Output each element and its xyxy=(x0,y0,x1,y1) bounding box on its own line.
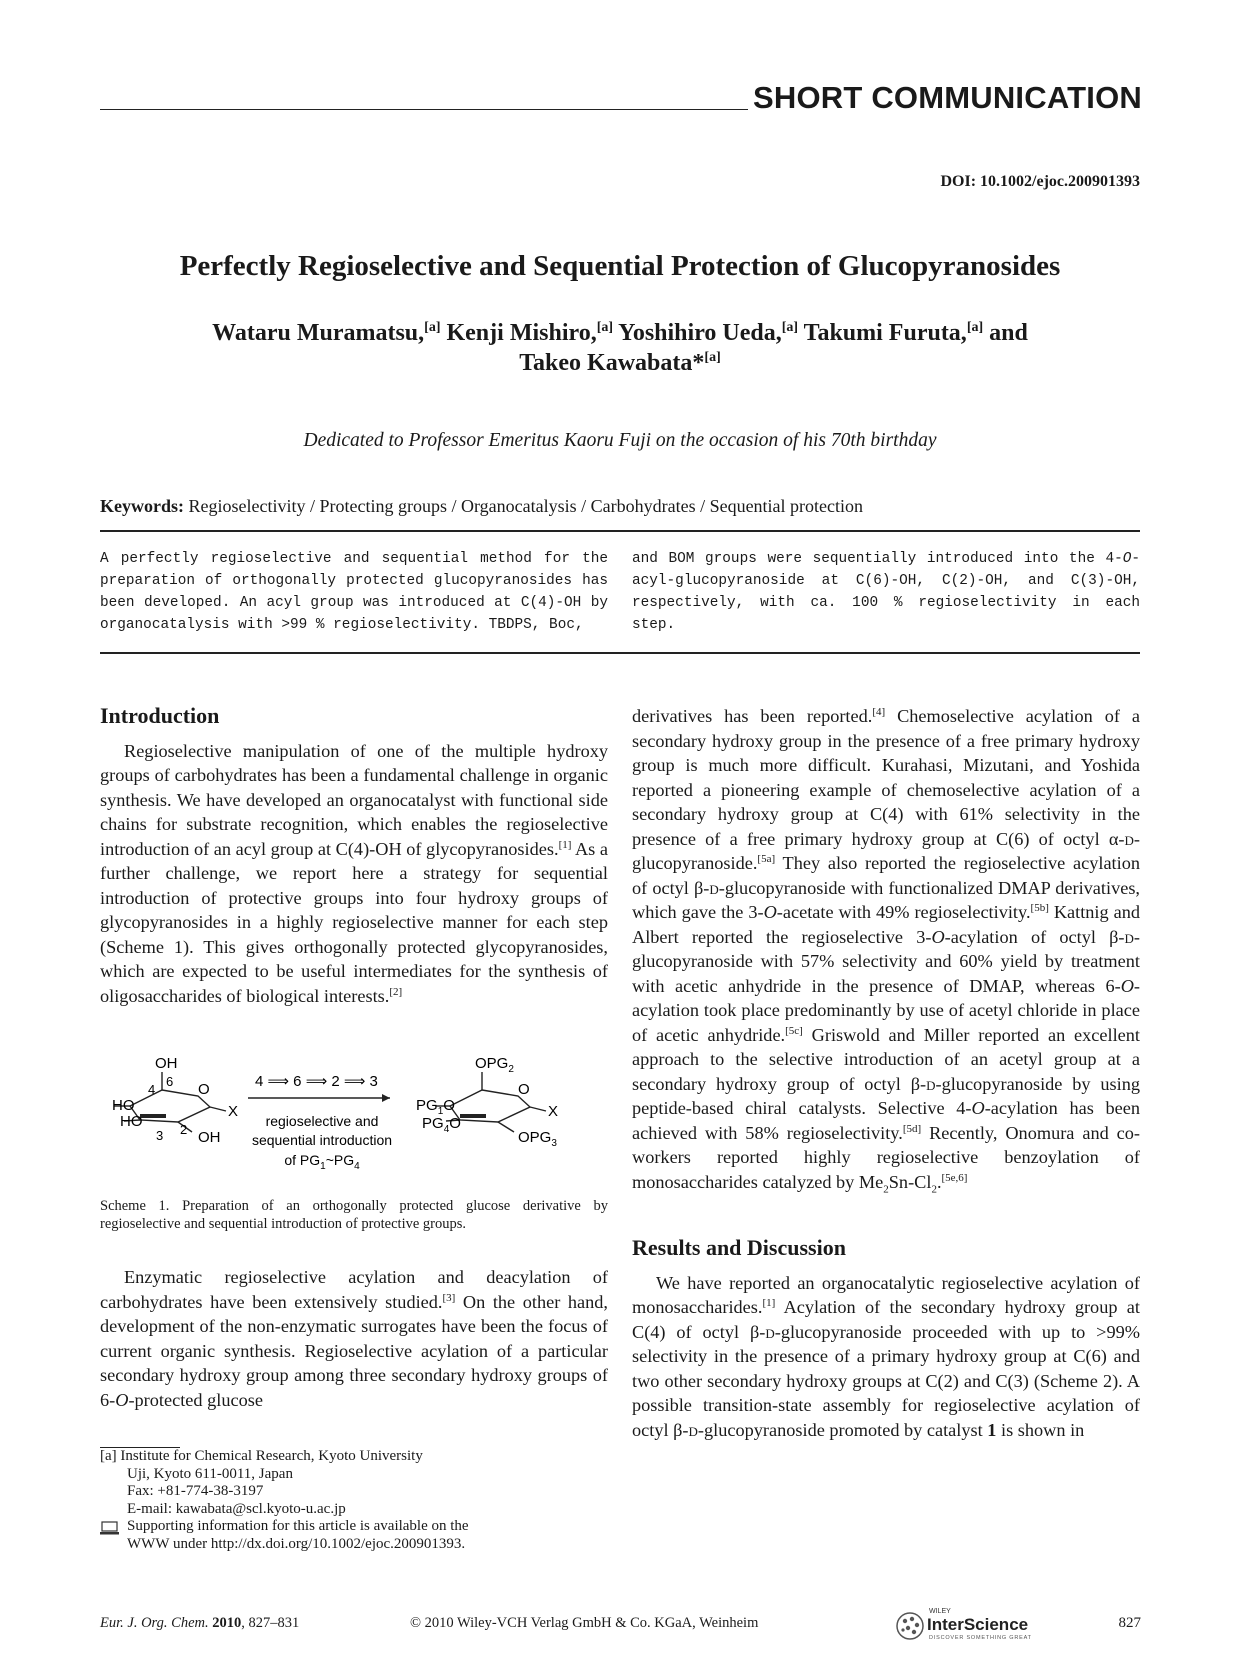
arrow-text-2: sequential introduction xyxy=(251,1132,393,1148)
computer-icon xyxy=(100,1521,120,1535)
left-ring-o: O xyxy=(198,1081,210,1098)
header-rule xyxy=(100,109,748,110)
right-pg4o: $PG_4O$ xyxy=(422,1115,461,1135)
author-name: Kenji Mishiro, xyxy=(440,320,597,346)
author-affiliation: [a] xyxy=(704,350,721,365)
footnote-line: Fax: +81-774-38-3197 xyxy=(127,1483,264,1500)
left-column xyxy=(100,704,608,1008)
author-list xyxy=(100,318,1140,378)
ref[interactable]: [1] xyxy=(558,838,572,851)
right-paragraph-1: derivatives has been reported.[4] Chemoselective acylation of a secondary hydroxy group in the presence of a free primary hydroxy group is much more difficult. Kurahasi, Mizutani, and Yoshida reported a pioneering example of chemoselective acylation of a secondary hydroxy group at C(4) with 61% selectivity in the presence of a free primary hydroxy group at C(6) of octyl α-d-glucopyranoside.[5a] They also reported the regioselective acylation of octyl β-d-glucopyranoside with functionalized DMAP derivatives, which gave the 3-O-acetate with 49% regioselectivity.[5b] Kattnig and Albert reported the regioselective 3-O-acylation of octyl β-d-glucopyranoside with 57% selectivity and 60% yield by treatment with acetic anhydride in the presence of DMAP, whereas 6-O-acylation took place predominantly by use of acetyl chloride in place of acetic anhydride.[5c] Griswold and Miller reported an excellent approach to the selective introduction of an acetyl group at a secondary hydroxy group of octyl β-d-glucopyranoside by using peptide-based chiral catalysts. Selective 4-O-acylation has been achieved with 58% regioselectivity.[5d] Recently, Onomura and co-workers reported highly regioselective benzoylation of monosaccharides catalyzed by $Me_2Sn-Cl_2.[5e,6]$ xyxy=(632,705,1141,1196)
dedication: Dedicated to Professor Emeritus Kaoru Fuji on the occasion of his 70th birthday xyxy=(303,430,937,451)
left-c2: 2 xyxy=(180,1122,188,1137)
reaction-arrowhead xyxy=(382,1094,390,1102)
left-column-continued xyxy=(100,1265,608,1412)
ref[interactable]: [5d] xyxy=(902,1122,922,1135)
right-pg1o: $PG_1O$ xyxy=(416,1097,455,1117)
author-name: Yoshihiro Ueda, xyxy=(613,320,782,346)
right-x: X xyxy=(548,1103,559,1120)
page-number: 827 xyxy=(1118,1615,1141,1631)
section-label: SHORT COMMUNICATION xyxy=(753,80,1142,115)
author-affiliation: [a] xyxy=(596,320,614,335)
supporting-info-url[interactable]: WWW under http://dx.doi.org/10.1002/ejoc.200901393. xyxy=(127,1535,466,1552)
abstract-text-left: A perfectly regioselective and sequential method for the preparation of orthogonally protected glucopyranosides has been developed. An acyl group was introduced at C(4)-OH by organocatalysis with >99 % regioselectivity. TBDPS, Boc, xyxy=(100,551,608,633)
footnote-line: Uji, Kyoto 611-0011, Japan xyxy=(127,1465,293,1482)
left-oh-bottom: OH xyxy=(198,1129,221,1146)
intro-paragraph-2: Enzymatic regioselective acylation and deacylation of carbohydrates have been extensively studied.[3] On the other hand, development of the non-enzymatic surrogates have been the focus of current organic synthesis. Regioselective acylation of a particular secondary hydroxy group among three secondary hydroxy groups of 6-O-protected glucose xyxy=(100,1267,608,1410)
ref[interactable]: [5e,6] xyxy=(941,1171,968,1184)
arrow-text-1: regioselective and xyxy=(265,1113,379,1129)
sequence-label: 4 ⟹ 6 ⟹ 2 ⟹ 3 xyxy=(255,1073,378,1090)
keywords xyxy=(100,496,863,517)
supporting-info-line: Supporting information for this article is available on the xyxy=(100,1518,608,1536)
left-c3: 3 xyxy=(156,1128,164,1143)
right-column xyxy=(632,704,1140,1442)
introduction-heading: Introduction xyxy=(100,703,220,728)
journal-citation: Eur. J. Org. Chem. 2010, 827–831 xyxy=(100,1615,300,1631)
author-name: Takeo Kawabata* xyxy=(519,350,705,376)
copyright: © 2010 Wiley-VCH Verlag GmbH & Co. KGaA, Weinheim xyxy=(410,1615,759,1631)
ref[interactable]: [1] xyxy=(762,1296,776,1309)
keywords-label: Keywords: xyxy=(100,496,184,516)
intro-paragraph-1: Regioselective manipulation of one of the multiple hydroxy groups of carbohydrates has been a fundamental challenge in organic synthesis. We have developed an organocatalyst with functional side chains for substrate recognition, which enables the regioselective introduction of an acyl group at C(4)-OH of glycopyranosides.[1] As a further challenge, we report here a strategy for sequential introduction of protective groups into four hydroxy groups of glycopyranosides in a highly regioselective manner for each step (Scheme 1). This gives orthogonally protected glycopyranosides, which are expected to be useful intermediates for the synthesis of oligosaccharides of biological interests.[2] xyxy=(100,740,608,1006)
left-c4: 4 xyxy=(148,1082,156,1097)
logo-text: InterScience xyxy=(927,1615,1029,1634)
ref[interactable]: [2] xyxy=(389,985,403,998)
footnote-line: [a] Institute for Chemical Research, Kyoto University xyxy=(100,1448,423,1464)
logo-publisher: WILEY xyxy=(929,1608,951,1615)
author-affiliation: [a] xyxy=(781,320,799,335)
doi[interactable]: DOI: 10.1002/ejoc.200901393 xyxy=(940,173,1140,190)
ref[interactable]: [5a] xyxy=(757,852,776,865)
author-and: and xyxy=(983,320,1028,346)
arrow-text-3: of $PG_1\sim PG_4$ xyxy=(284,1152,360,1172)
keywords-list: Regioselectivity / Protecting groups / Organocatalysis / Carbohydrates / Sequential protection xyxy=(188,496,864,516)
ref[interactable]: [4] xyxy=(872,705,886,718)
interscience-logo[interactable] xyxy=(893,1604,1053,1649)
author-affiliation: [a] xyxy=(424,320,441,335)
right-ring-o: O xyxy=(518,1081,530,1098)
affiliation-footnote xyxy=(100,1448,608,1554)
ref[interactable]: [5b] xyxy=(1030,901,1049,914)
abstract-bottom-rule xyxy=(100,652,1140,654)
author-line-1 xyxy=(100,318,1140,348)
author-name: Takumi Furuta, xyxy=(798,320,967,346)
footnote-email[interactable]: E-mail: kawabata@scl.kyoto-u.ac.jp xyxy=(127,1500,346,1517)
globe-icon xyxy=(897,1613,923,1639)
scheme-caption: Scheme 1. Preparation of an orthogonally protected glucose derivative by regioselective and sequential introduction of protective groups. xyxy=(100,1198,608,1232)
left-ho-1: HO xyxy=(112,1097,135,1114)
results-paragraph-1: We have reported an organocatalytic regioselective acylation of monosaccharides.[1] Acylation of the secondary hydroxy group at C(4) of octyl β-d-glucopyranoside proceeded with up to >99% selectivity in the presence of a primary hydroxy group at C(6) and two other secondary hydroxy groups at C(2) and C(3) (Scheme 2). A possible transition-state assembly for regioselective acylation of octyl β-d-glucopyranoside promoted by catalyst 1 is shown in xyxy=(632,1272,1140,1440)
right-opg2: $OPG_2$ xyxy=(475,1055,514,1075)
abstract-top-rule xyxy=(100,530,1140,532)
abstract-text-right: and BOM groups were sequentially introduced into the 4-O-acyl-glucopyranoside at C(6)-OH, C(2)-OH, and C(3)-OH, respectively, with ca. 100 % regioselectivity in each step. xyxy=(632,551,1140,633)
article-title: Perfectly Regioselective and Sequential Protection of Glucopyranosides xyxy=(179,250,1061,282)
logo-tagline: DISCOVER SOMETHING GREAT xyxy=(929,1635,1032,1641)
left-ho-2: HO xyxy=(120,1113,143,1130)
right-opg3: $OPG_3$ xyxy=(518,1129,557,1149)
ref[interactable]: [3] xyxy=(442,1291,456,1304)
abstract-left xyxy=(100,548,608,636)
left-c6: 6 xyxy=(166,1074,174,1089)
left-x: X xyxy=(228,1103,239,1120)
ref[interactable]: [5c] xyxy=(785,1024,803,1037)
author-name: Wataru Muramatsu, xyxy=(212,320,425,346)
abstract-right xyxy=(632,548,1140,636)
author-line-2 xyxy=(100,348,1140,378)
results-heading: Results and Discussion xyxy=(632,1235,846,1260)
author-affiliation: [a] xyxy=(966,320,984,335)
scheme-1 xyxy=(100,1050,608,1200)
left-oh-top: OH xyxy=(155,1055,178,1072)
